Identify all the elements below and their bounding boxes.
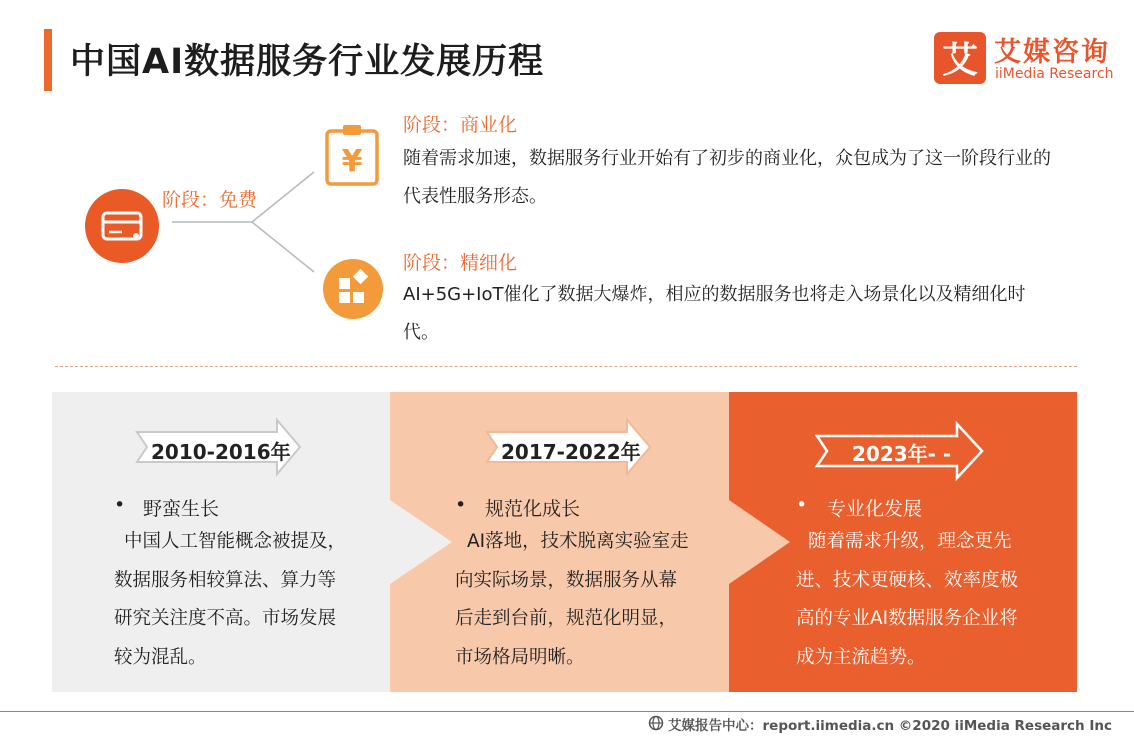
phase-title-2023: 专业化发展 xyxy=(827,498,923,520)
year-label-2010: 2010-2016年 xyxy=(151,440,291,464)
chevron-2017-to-2023 xyxy=(729,500,790,584)
bullet-dot-2010: • xyxy=(114,494,126,516)
stage-commercial-desc: 随着需求加速，数据服务行业开始有了初步的商业化，众包成为了这一阶段行业的代表性服务形态。 xyxy=(403,148,1051,207)
stage-free-label: 阶段：免费 xyxy=(162,189,258,211)
logo-text-cn: 艾媒咨询 xyxy=(994,37,1110,68)
stage-commercial-label: 阶段：商业化 xyxy=(403,114,518,136)
phase-desc-2017: AI落地，技术脱离实验室走向实际场景，数据服务从幕后走到台前，规范化明显，市场格局明晰。 xyxy=(455,531,689,668)
phase-title-2017: 规范化成长 xyxy=(485,498,581,520)
page-title: 中国AI数据服务行业发展历程 xyxy=(70,42,545,82)
year-label-2023: 2023年- - xyxy=(852,442,952,466)
year-label-2017: 2017-2022年 xyxy=(501,440,641,464)
phase-desc-2010: 中国人工智能概念被提及，数据服务相较算法、算力等研究关注度不高。市场发展较为混乱。 xyxy=(114,531,347,668)
bullet-dot-2017: • xyxy=(455,494,467,516)
logo-text-en: iiMedia Research xyxy=(995,66,1114,82)
stage-refined-label: 阶段：精细化 xyxy=(403,252,518,274)
phase-title-2010: 野蛮生长 xyxy=(143,498,220,520)
stage-refined-desc: AI+5G+IoT催化了数据大爆炸，相应的数据服务也将走入场景化以及精细化时代。 xyxy=(403,284,1026,343)
svg-text:¥: ¥ xyxy=(341,144,363,179)
phase-desc-2023: 随着需求升级，理念更先进、技术更硬核、效率度极高的专业AI数据服务企业将成为主流趋势。 xyxy=(796,531,1019,668)
globe-icon xyxy=(648,715,664,731)
footer-divider xyxy=(0,711,1134,712)
footer-source: 艾媒报告中心：report.iimedia.cn ©2020 iiMedia Research Inc xyxy=(668,718,1112,734)
bullet-dot-2023: • xyxy=(796,494,808,516)
chevron-2010-to-2017 xyxy=(390,500,452,584)
svg-text:艾: 艾 xyxy=(941,40,979,81)
